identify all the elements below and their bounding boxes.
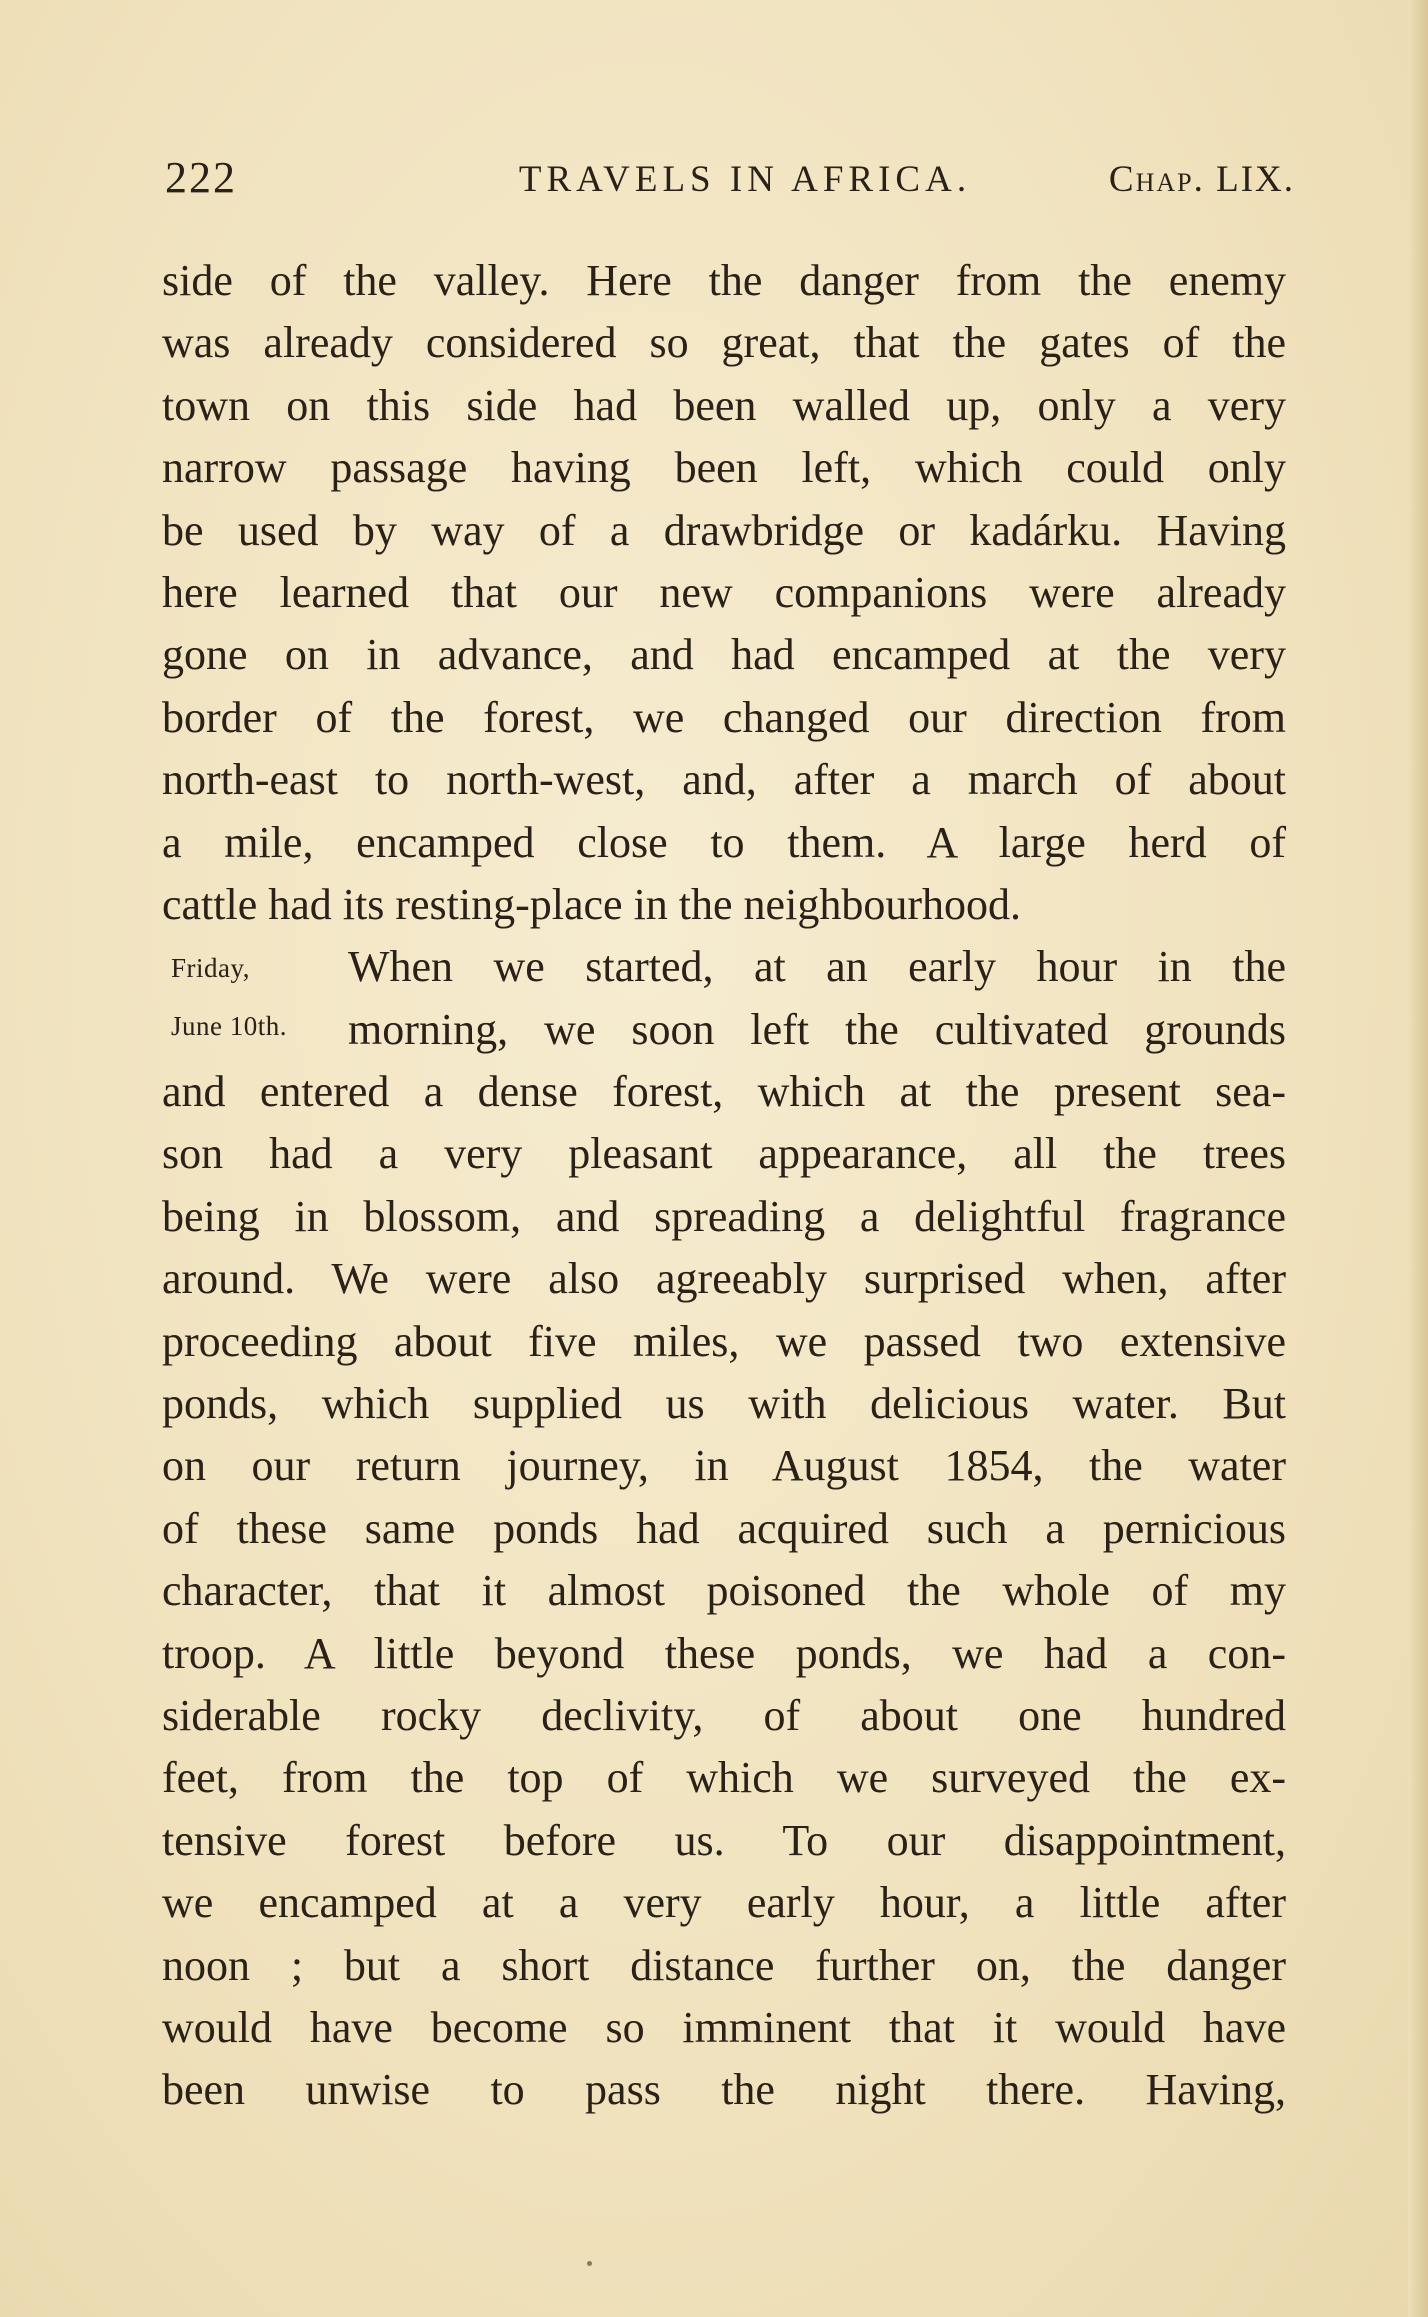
text-line: and entered a dense forest, which at the present sea- bbox=[162, 1067, 1286, 1117]
text-line: of these same ponds had acquired such a pernicious bbox=[162, 1503, 1286, 1553]
page-edge-shadow bbox=[1408, 0, 1428, 2317]
text-line: character, that it almost poisoned the whole of my bbox=[162, 1566, 1286, 1616]
text-line: siderable rocky declivity, of about one hundred bbox=[162, 1690, 1286, 1740]
text-line: When we started, at an early hour in the bbox=[348, 942, 1286, 992]
running-header bbox=[165, 152, 1295, 222]
text-line: feet, from the top of which we surveyed the ex- bbox=[162, 1753, 1286, 1803]
text-line: being in blossom, and spreading a delightful fragrance bbox=[162, 1191, 1286, 1241]
text-line: we encamped at a very early hour, a little after bbox=[162, 1878, 1286, 1928]
text-line: be used by way of a drawbridge or kadárku. Having bbox=[162, 505, 1286, 555]
text-line: cattle had its resting-place in the neighbourhood. bbox=[162, 879, 1021, 929]
text-line: was already considered so great, that the gates of the bbox=[162, 318, 1286, 368]
text-line: narrow passage having been left, which could only bbox=[162, 443, 1286, 493]
text-line: around. We were also agreeably surprised when, after bbox=[162, 1254, 1286, 1304]
text-line: noon ; but a short distance further on, the danger bbox=[162, 1940, 1286, 1990]
margin-note-date: June 10th. bbox=[171, 1011, 287, 1041]
text-line: gone on in advance, and had encamped at the very bbox=[162, 630, 1286, 680]
text-line: tensive forest before us. To our disappointment, bbox=[162, 1815, 1286, 1865]
text-line: troop. A little beyond these ponds, we had a con- bbox=[162, 1628, 1286, 1678]
text-line: here learned that our new companions were already bbox=[162, 567, 1286, 617]
text-line: son had a very pleasant appearance, all the trees bbox=[162, 1129, 1286, 1179]
paper-spot bbox=[587, 2261, 592, 2266]
text-line: border of the forest, we changed our direction from bbox=[162, 692, 1286, 742]
text-line: a mile, encamped close to them. A large herd of bbox=[162, 817, 1286, 867]
text-line: been unwise to pass the night there. Having, bbox=[162, 2065, 1286, 2115]
text-line: proceeding about five miles, we passed two extensive bbox=[162, 1316, 1286, 1366]
page-number: 222 bbox=[165, 153, 237, 202]
running-title: TRAVELS IN AFRICA. bbox=[518, 159, 972, 200]
text-line: on our return journey, in August 1854, the water bbox=[162, 1441, 1286, 1491]
text-line: north-east to north-west, and, after a march of about bbox=[162, 755, 1286, 805]
body-text bbox=[162, 250, 1286, 2122]
text-line: morning, we soon left the cultivated grounds bbox=[348, 1004, 1286, 1054]
text-line: would have become so imminent that it would have bbox=[162, 2002, 1286, 2052]
text-line: town on this side had been walled up, only a very bbox=[162, 380, 1286, 430]
text-line: side of the valley. Here the danger from the enemy bbox=[162, 256, 1286, 305]
chapter-label: Chap. LIX. bbox=[1108, 159, 1295, 200]
margin-note-day: Friday, bbox=[171, 953, 250, 983]
text-line: ponds, which supplied us with delicious water. But bbox=[162, 1379, 1286, 1429]
